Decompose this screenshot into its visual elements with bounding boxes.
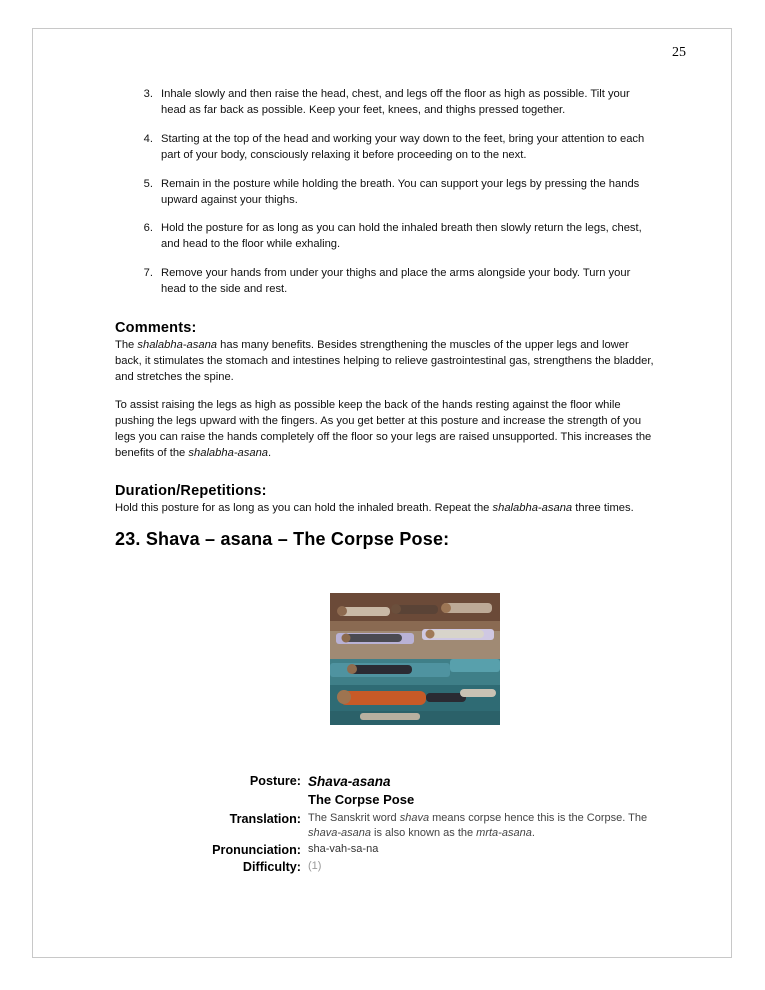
pose-details bbox=[115, 773, 655, 876]
step-number: 7. bbox=[143, 267, 153, 280]
translation-value bbox=[308, 811, 655, 842]
page-number: 25 bbox=[672, 45, 686, 60]
translation-text-b: means corpse hence this is the Corpse. The bbox=[429, 811, 648, 824]
detail-row-translation bbox=[115, 811, 655, 842]
translation-italic-mrta-asana: mrta-asana bbox=[476, 827, 532, 840]
pose-photo-illustration bbox=[330, 593, 500, 725]
translation-text-d: . bbox=[531, 827, 535, 840]
comments-p1-text-b: has many benefits. Besides strengthening the muscles of the upper legs and lower back, it stimulates the stomach and intestines helping to relieve gastrointestinal gas, strengthens the bladder, and stretches the spine. bbox=[115, 339, 654, 383]
pronunciation-value: sha-vah-sa-na bbox=[308, 842, 379, 855]
comments-p1-text-a: The bbox=[115, 339, 138, 352]
detail-row-posture-english bbox=[115, 791, 655, 809]
posture-label: Posture: bbox=[249, 774, 301, 788]
translation-italic-shava: shava bbox=[399, 811, 430, 824]
pose-photo bbox=[330, 593, 500, 725]
difficulty-value: (1) bbox=[308, 859, 322, 872]
translation-text-a: The Sanskrit word bbox=[308, 811, 400, 824]
comments-paragraph-1 bbox=[115, 338, 655, 386]
duration-text-b: three times. bbox=[572, 502, 634, 515]
step-number: 4. bbox=[143, 132, 153, 145]
pronunciation-label: Pronunciation: bbox=[212, 842, 301, 857]
detail-row-difficulty bbox=[115, 859, 655, 876]
page-content bbox=[115, 87, 655, 517]
duration-italic: shalabha-asana bbox=[492, 502, 573, 515]
comments-paragraph-2 bbox=[115, 398, 655, 462]
page-title: 23. Shava – asana – The Corpse Pose: bbox=[115, 529, 450, 549]
step-text: Remove your hands from under your thighs and place the arms alongside your body. Turn your head to the side and rest. bbox=[161, 267, 631, 296]
step-number: 6. bbox=[143, 222, 153, 235]
comments-p2-text-a: To assist raising the legs as high as possible keep the back of the hands resting against the floor while pushing the legs upward with the fingers. As you get better at this posture and increase the strength of you legs you can raise the hands completely off the floor so your legs are raised unsupported. This increases the benefits of the bbox=[115, 398, 652, 459]
translation-text-c: is also known as the bbox=[371, 827, 477, 840]
comments-p1-italic: shalabha-asana bbox=[137, 339, 218, 352]
step-text: Remain in the posture while holding the breath. You can support your legs by pressing the hands upward against your thighs. bbox=[161, 177, 640, 206]
list-item bbox=[115, 266, 655, 298]
detail-row-pronunciation bbox=[115, 842, 655, 859]
list-item bbox=[115, 87, 655, 119]
duration-heading: Duration/Repetitions: bbox=[115, 483, 267, 500]
document-page bbox=[32, 28, 732, 958]
list-item bbox=[115, 132, 655, 164]
step-number: 3. bbox=[143, 88, 153, 100]
duration-text-a: Hold this posture for as long as you can hold the inhaled breath. Repeat the bbox=[115, 502, 493, 515]
posture-sanskrit-value: Shava-asana bbox=[308, 774, 391, 789]
instruction-step-list bbox=[115, 87, 655, 298]
translation-italic-shava-asana: shava-asana bbox=[308, 827, 371, 840]
comments-heading: Comments: bbox=[115, 320, 197, 337]
detail-row-posture bbox=[115, 773, 655, 791]
step-number: 5. bbox=[143, 177, 153, 190]
posture-english-value: The Corpse Pose bbox=[308, 792, 415, 808]
list-item bbox=[115, 221, 655, 253]
duration-paragraph bbox=[115, 501, 655, 517]
comments-p2-text-b: . bbox=[268, 446, 272, 459]
step-text: Inhale slowly and then raise the head, chest, and legs off the floor as high as possible. Tilt your head as far back as possible. Keep your feet, knees, and thighs pressed together. bbox=[161, 88, 630, 116]
translation-label: Translation: bbox=[229, 811, 301, 826]
comments-p2-italic: shalabha-asana bbox=[188, 446, 269, 459]
step-text: Hold the posture for as long as you can hold the inhaled breath then slowly return the legs, chest, and head to the floor while exhaling. bbox=[161, 222, 642, 251]
step-text: Starting at the top of the head and working your way down to the feet, bring your attention to each part of your body, consciously relaxing it before proceeding on to the next. bbox=[161, 132, 645, 161]
list-item bbox=[115, 177, 655, 209]
difficulty-label: Difficulty: bbox=[242, 859, 301, 874]
